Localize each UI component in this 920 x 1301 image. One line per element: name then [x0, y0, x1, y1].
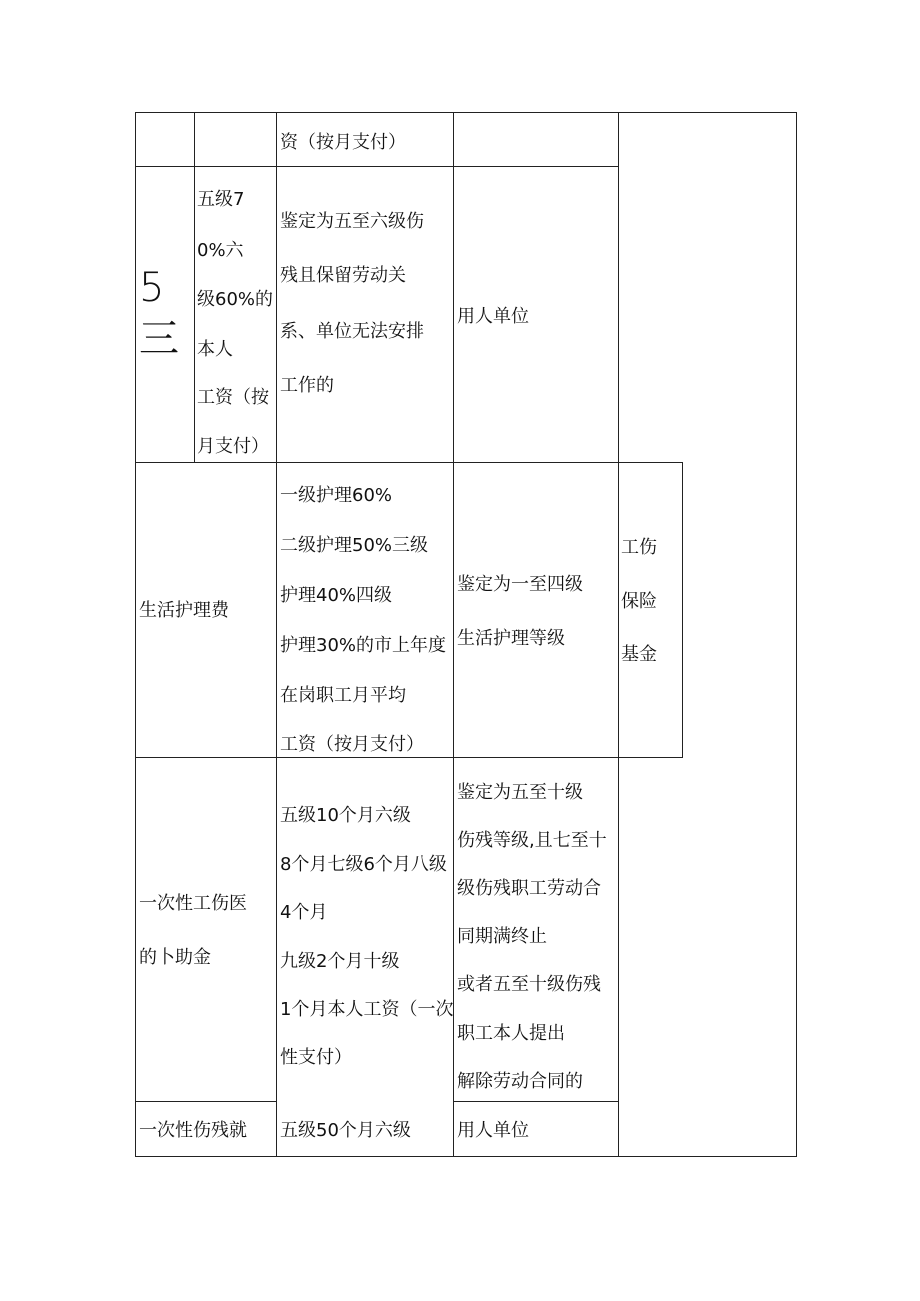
col-divider-b: [276, 112, 277, 1157]
row1-condition-line: 鉴定为五至六级伤: [280, 211, 424, 232]
col-divider-e: [682, 462, 683, 758]
row2-standard-line: 工资（按月支付）: [280, 734, 424, 755]
row3-standard-line: 4个月: [280, 902, 328, 923]
row3-condition-line: 同期满终止: [457, 926, 547, 947]
row2-payer-line: 工伤: [621, 537, 657, 558]
row3-condition-line: 级伤残职工劳动合: [457, 878, 601, 899]
row3-condition-line: 职工本人提出: [457, 1023, 565, 1044]
row2-item-name: 生活护理费: [139, 600, 229, 621]
row3-standard-line: 五级10个月六级: [280, 805, 411, 826]
row2-standard-line: 一级护理60%: [280, 485, 393, 506]
row0-condition-text: 资（按月支付）: [280, 132, 406, 153]
row1-rate-line: 级60%的: [197, 289, 274, 310]
row-divider-4b: [135, 1101, 277, 1102]
row2-condition-line: 鉴定为一至四级: [457, 574, 583, 595]
row2-standard-line: 护理40%四级: [280, 585, 393, 606]
row1-rate-line: 月支付）: [197, 436, 269, 457]
row-divider-2: [135, 462, 683, 463]
row2-payer-line: 基金: [621, 644, 657, 665]
row-divider-1: [135, 166, 619, 167]
row1-rate-line: 0%六: [197, 240, 244, 261]
row1-condition-line: 系、单位无法安排: [280, 321, 424, 342]
row3-item-name-line: 一次性工伤医: [139, 893, 247, 914]
row3-standard-line: 1个月本人工资（一次: [280, 999, 454, 1020]
row1-rate-line: 本人: [197, 339, 233, 360]
row3-condition-line: 鉴定为五至十级: [457, 782, 583, 803]
row3-condition-line: 伤残等级,且七至十: [457, 830, 607, 851]
col-divider-d: [618, 112, 619, 1157]
table-border-right: [796, 112, 797, 1157]
col-divider-a: [194, 112, 195, 462]
row1-heading-char: 三: [139, 316, 179, 362]
row4-payer: 用人单位: [457, 1120, 529, 1141]
row1-rate-line: 五级7: [197, 189, 245, 210]
row3-standard-line: 8个月七级6个月八级: [280, 854, 447, 875]
row2-standard-line: 护理30%的市上年度: [280, 635, 447, 656]
row1-rate-line: 工资（按: [197, 387, 269, 408]
row2-payer-line: 保险: [621, 591, 657, 612]
table-border-bottom: [135, 1156, 797, 1157]
row1-condition-line: 工作的: [280, 375, 334, 396]
row2-condition-line: 生活护理等级: [457, 628, 565, 649]
row-divider-3: [135, 757, 683, 758]
row2-standard-line: 在岗职工月平均: [280, 685, 406, 706]
row4-standard: 五级50个月六级: [280, 1120, 411, 1141]
row3-standard-line: 九级2个月十级: [280, 951, 400, 972]
row3-item-name-line: 的卜助金: [139, 947, 211, 968]
row2-standard-line: 二级护理50%三级: [280, 535, 429, 556]
row3-standard-line: 性支付）: [280, 1047, 352, 1068]
row1-payer: 用人单位: [457, 306, 529, 327]
row1-condition-line: 残且保留劳动关: [280, 265, 406, 286]
row3-condition-line: 解除劳动合同的: [457, 1071, 583, 1092]
row3-condition-line: 或者五至十级伤残: [457, 974, 601, 995]
row4-item-name: 一次性伤残就: [139, 1120, 247, 1141]
row1-number: 5: [139, 265, 165, 311]
table-border-top: [135, 112, 797, 113]
row-divider-4: [453, 1101, 619, 1102]
table-border-left: [135, 112, 136, 1157]
